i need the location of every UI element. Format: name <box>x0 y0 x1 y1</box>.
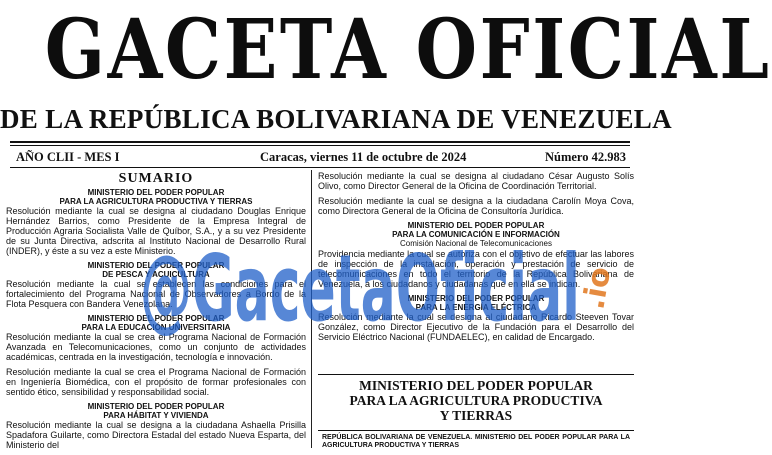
info-bar-rule <box>10 167 630 168</box>
sumario-entry: Resolución mediante la cual se designa al ciudadano Douglas Enrique Hernández Barrios, como Presidente de la Empresa Integral de Producción Agraria Socialista Valle de Quíbor, S.A., y a su vez Presidente de su Junta Directiva, adscrita al Instituto Nacional de Desarrollo Rural (INDER), y éste a su vez a este Ministerio. <box>6 206 306 256</box>
ministry-section-header <box>318 374 634 448</box>
issue-number: Número 42.983 <box>544 150 626 164</box>
ministry-heading: MINISTERIO DEL PODER POPULAR <box>87 402 225 411</box>
watermark-suffix: .io <box>576 264 619 312</box>
gazette-title: GACETA OFICIAL <box>44 2 772 98</box>
sumario-section <box>318 221 634 289</box>
section-title-line: MINISTERIO DEL PODER POPULAR <box>359 378 593 393</box>
sumario-section <box>6 402 306 450</box>
masthead-rule-thick <box>10 141 630 143</box>
ministry-subheading: PARA LA ENERGÍA ELÉCTRICA <box>415 303 537 312</box>
section-title <box>318 378 634 423</box>
ministry-heading: MINISTERIO DEL PODER POPULAR <box>87 261 225 270</box>
ministry-heading: MINISTERIO DEL PODER POPULAR <box>407 221 545 230</box>
sumario-entry: Resolución mediante la cual se designa al ciudadano César Augusto Solís Olivo, como Director General de la Oficina de Coordinación Territorial. <box>318 171 634 191</box>
ministry-heading: MINISTERIO DEL PODER POPULAR <box>87 188 225 197</box>
masthead-rule-thin <box>10 145 630 146</box>
issue-year-month: AÑO CLII - MES I <box>16 150 120 164</box>
ministry-subheading: PARA LA EDUCACIÓN UNIVERSITARIA <box>81 323 231 332</box>
section-title-line: Y TIERRAS <box>439 408 513 423</box>
agency-subheading: Comisión Nacional de Telecomunicaciones <box>400 239 552 248</box>
sumario-entry: Resolución mediante la cual se establecen las condiciones para el fortalecimiento del Programa Nacional de Observadores a Bordo de la Flota Pesquera con Bandera Venezolana. <box>6 279 306 309</box>
section-rule-bottom <box>318 430 634 431</box>
sumario-entry: Resolución mediante la cual se crea el Programa Nacional de Formación Avanzada en Telecomunicaciones, como un conjunto de actividades académicas, centrada en la investigación, tecnología e innovación. <box>6 332 306 362</box>
ministry-subheading: PARA LA AGRICULTURA PRODUCTIVA Y TIERRAS <box>59 197 253 206</box>
ministry-subheading: DE PESCA Y ACUICULTURA <box>102 270 210 279</box>
column-divider <box>311 170 312 448</box>
ministry-heading: MINISTERIO DEL PODER POPULAR <box>407 294 545 303</box>
sumario-left-column <box>6 171 306 455</box>
sumario-entry: Resolución mediante la cual se designa a la ciudadana Carolín Moya Cova, como Directora General de la Oficina de Consultoría Jurídica. <box>318 196 634 216</box>
watermark-text: @GacetaOficial <box>140 235 580 342</box>
sumario-section <box>6 261 306 309</box>
masthead <box>0 0 772 146</box>
sumario-entry: Resolución mediante la cual se crea el Programa Nacional de Formación en Ingeniería Biomédica, con el propósito de formar profesionales con sentido ético, sensibilidad y responsabilidad social. <box>6 367 306 397</box>
sumario-entry: Providencia mediante la cual se autoriza con el objetivo de efectuar las labores de inspección de la instalación, operación y prestación de servicio de telecomunicaciones en todo el territorio de la República Bolivariana de Venezuela, a los ciudadanos y ciudadanas que en ella se indican. <box>318 249 634 289</box>
gazette-subtitle: DE LA REPÚBLICA BOLIVARIANA DE VENEZUELA <box>0 104 672 134</box>
ministry-subheading: PARA HÁBITAT Y VIVIENDA <box>103 411 209 420</box>
section-rule-top <box>318 374 634 375</box>
sumario-section <box>6 188 306 256</box>
issue-date: Caracas, viernes 11 de octubre de 2024 <box>260 150 467 164</box>
ministry-heading: MINISTERIO DEL PODER POPULAR <box>87 314 225 323</box>
section-title-line: PARA LA AGRICULTURA PRODUCTIVA <box>349 393 603 408</box>
sumario-section <box>6 314 306 397</box>
issue-info-bar <box>12 149 626 165</box>
sumario-section <box>318 294 634 342</box>
sumario-right-column <box>318 171 634 347</box>
sumario-heading: SUMARIO <box>118 171 194 186</box>
section-body-text: REPÚBLICA BOLIVARIANA DE VENEZUELA. MINISTERIO DEL PODER POPULAR PARA LA AGRICULTURA PRODUCTIVA Y TIERRAS <box>322 434 630 449</box>
sumario-entry: Resolución mediante la cual se designa al ciudadano Ricardo Steeven Tovar González, como Director Ejecutivo de la Fundación para el Desarrollo del Servicio Eléctrico Nacional (FUNDAELEC), en calidad de Encargado. <box>318 312 634 342</box>
ministry-subheading: PARA LA COMUNICACIÓN E INFORMACIÓN <box>392 230 560 239</box>
sumario-entry: Resolución mediante la cual se designa a la ciudadana Ashaella Prisilla Spadafora Guilarte, como Directora Estadal del estado Nueva Esparta, del Ministerio del <box>6 420 306 450</box>
